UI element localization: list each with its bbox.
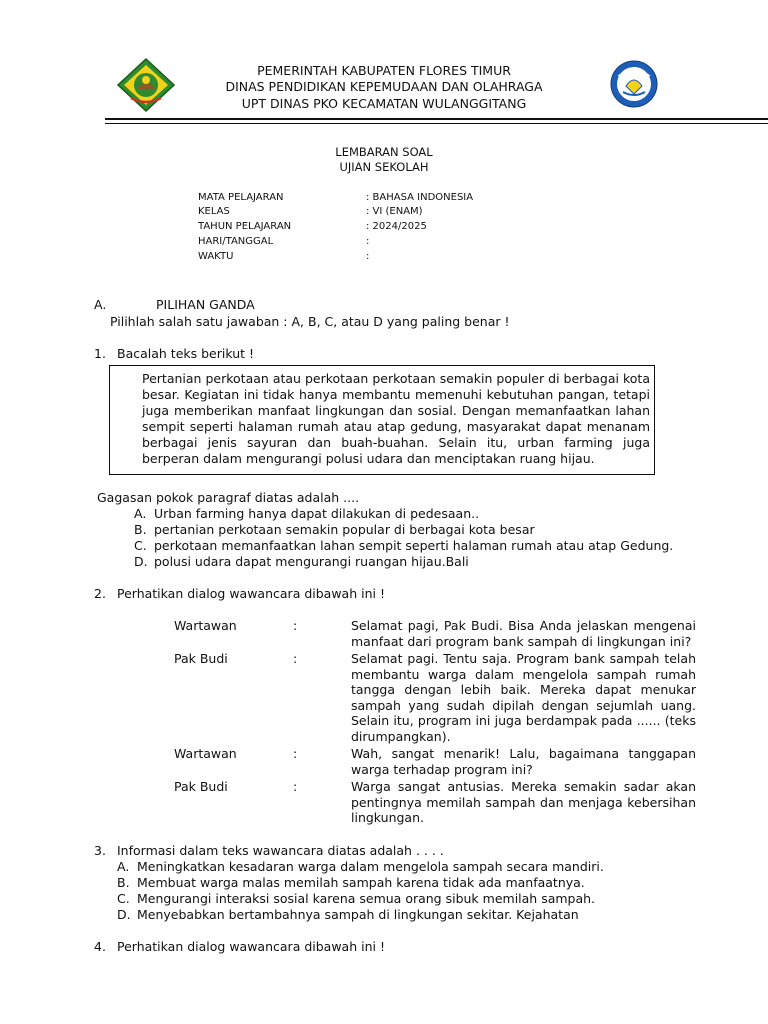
question-text: Informasi dalam teks wawancara diatas adalah . . . . xyxy=(117,843,444,858)
dialog-colon: : xyxy=(293,779,298,794)
option-text: Meningkatkan kesadaran warga dalam mengelola sampah secara mandiri. xyxy=(137,859,604,874)
dialog-colon: : xyxy=(293,651,298,666)
dialog-speaker: Wartawan xyxy=(174,618,237,633)
dialog-speaker: Pak Budi xyxy=(174,779,228,794)
reading-passage: Pertanian perkotaan atau perkotaan perkotaan semakin populer di berbagai kota besar. Kegiatan ini tidak hanya membantu memenuhi kebutuhan pangan, tetapi juga memberikan manfaat lingkungan dan sosial. Dengan memanfaatkan lahan sempit seperti halaman rumah atau atap gedung, masyarakat dapat menanam berbagai jenis sayuran dan buah-buahan. Selain itu, urban farming juga berperan dalam mengurangi polusi udara dan menciptakan ruang hijau. xyxy=(142,371,650,466)
section-letter: A. xyxy=(94,297,107,312)
info-value: : BAHASA INDONESIA xyxy=(366,192,474,203)
answer-option[interactable] xyxy=(134,522,535,537)
header-line-1: PEMERINTAH KABUPATEN FLORES TIMUR xyxy=(257,63,511,78)
title-line-1: LEMBARAN SOAL xyxy=(335,145,433,159)
question-number: 4. xyxy=(94,939,106,954)
option-text: polusi udara dapat mengurangi ruangan hijau.Bali xyxy=(154,554,469,569)
reading-passage-box xyxy=(109,365,655,475)
dialog-text: Selamat pagi. Tentu saja. Program bank sampah telah membantu warga dalam mengelola sampah rumah tangga dengan lebih baik. Mereka dapat menukar sampah yang sudah dipilah dengan sejumlah uang. Selain itu, program ini juga berdampak pada ...... (teks dirumpangkan). xyxy=(351,651,696,744)
question-text: Perhatikan dialog wawancara dibawah ini ! xyxy=(117,939,385,954)
info-value: : 2024/2025 xyxy=(366,221,427,232)
dialog-text: Warga sangat antusias. Mereka semakin sadar akan pentingnya memilah sampah dan menjaga kebersihan lingkungan. xyxy=(351,779,696,825)
header-line-2: DINAS PENDIDIKAN KEPEMUDAAN DAN OLAHRAGA xyxy=(225,79,543,94)
dialog-text: Selamat pagi, Pak Budi. Bisa Anda jelaskan mengenai manfaat dari program bank sampah di lingkungan ini? xyxy=(351,618,696,649)
option-text: Menyebabkan bertambahnya sampah di lingkungan sekitar. Kejahatan xyxy=(137,907,579,922)
option-letter: B. xyxy=(134,522,147,537)
info-value: : xyxy=(366,236,370,247)
option-text: Membuat warga malas memilah sampah karena tidak ada manfaatnya. xyxy=(137,875,585,890)
dialog-speaker: Pak Budi xyxy=(174,651,228,666)
dialog-text: Wah, sangat menarik! Lalu, bagaimana tanggapan warga terhadap program ini? xyxy=(351,746,696,777)
option-text: perkotaan memanfaatkan lahan sempit seperti halaman rumah atau atap Gedung. xyxy=(154,538,674,553)
info-label: TAHUN PELAJARAN xyxy=(198,221,292,232)
option-letter: B. xyxy=(117,875,130,890)
option-letter: D. xyxy=(117,907,131,922)
dialog-colon: : xyxy=(293,746,298,761)
option-letter: D. xyxy=(134,554,148,569)
section-instruction: Pilihlah salah satu jawaban : A, B, C, atau D yang paling benar ! xyxy=(110,314,510,329)
answer-option[interactable] xyxy=(134,554,469,569)
option-letter: C. xyxy=(117,891,130,906)
info-value: : VI (ENAM) xyxy=(366,206,423,217)
answer-option[interactable] xyxy=(117,891,595,906)
answer-option[interactable] xyxy=(134,506,479,521)
info-label: MATA PELAJARAN xyxy=(198,192,284,203)
info-label: KELAS xyxy=(198,206,230,217)
dialog-speaker: Wartawan xyxy=(174,746,237,761)
answer-option[interactable] xyxy=(117,859,604,874)
question-number: 1. xyxy=(94,346,106,361)
option-letter: A. xyxy=(134,506,147,521)
header-line-3: UPT DINAS PKO KECAMATAN WULANGGITANG xyxy=(241,96,527,111)
answer-option[interactable] xyxy=(134,538,673,553)
info-label: WAKTU xyxy=(198,251,234,262)
info-value: : xyxy=(366,251,370,262)
dialog-colon: : xyxy=(293,618,298,633)
option-text: Urban farming hanya dapat dilakukan di pedesaan.. xyxy=(154,506,480,521)
question-prompt: Gagasan pokok paragraf diatas adalah .... xyxy=(97,490,360,505)
answer-option[interactable] xyxy=(117,907,579,922)
section-title: PILIHAN GANDA xyxy=(156,297,255,312)
question-number: 2. xyxy=(94,586,106,601)
option-letter: A. xyxy=(117,859,130,874)
question-text: Perhatikan dialog wawancara dibawah ini ! xyxy=(117,586,385,601)
header-rule-thick xyxy=(105,118,768,120)
title-line-2: UJIAN SEKOLAH xyxy=(339,160,429,174)
option-text: pertanian perkotaan semakin popular di berbagai kota besar xyxy=(154,522,535,537)
option-text: Mengurangi interaksi sosial karena semua orang sibuk memilah sampah. xyxy=(137,891,596,906)
question-text: Bacalah teks berikut ! xyxy=(117,346,255,361)
header-rule-thin xyxy=(105,123,768,124)
question-number: 3. xyxy=(94,843,106,858)
answer-option[interactable] xyxy=(117,875,585,890)
info-label: HARI/TANGGAL xyxy=(198,236,274,247)
option-letter: C. xyxy=(134,538,147,553)
